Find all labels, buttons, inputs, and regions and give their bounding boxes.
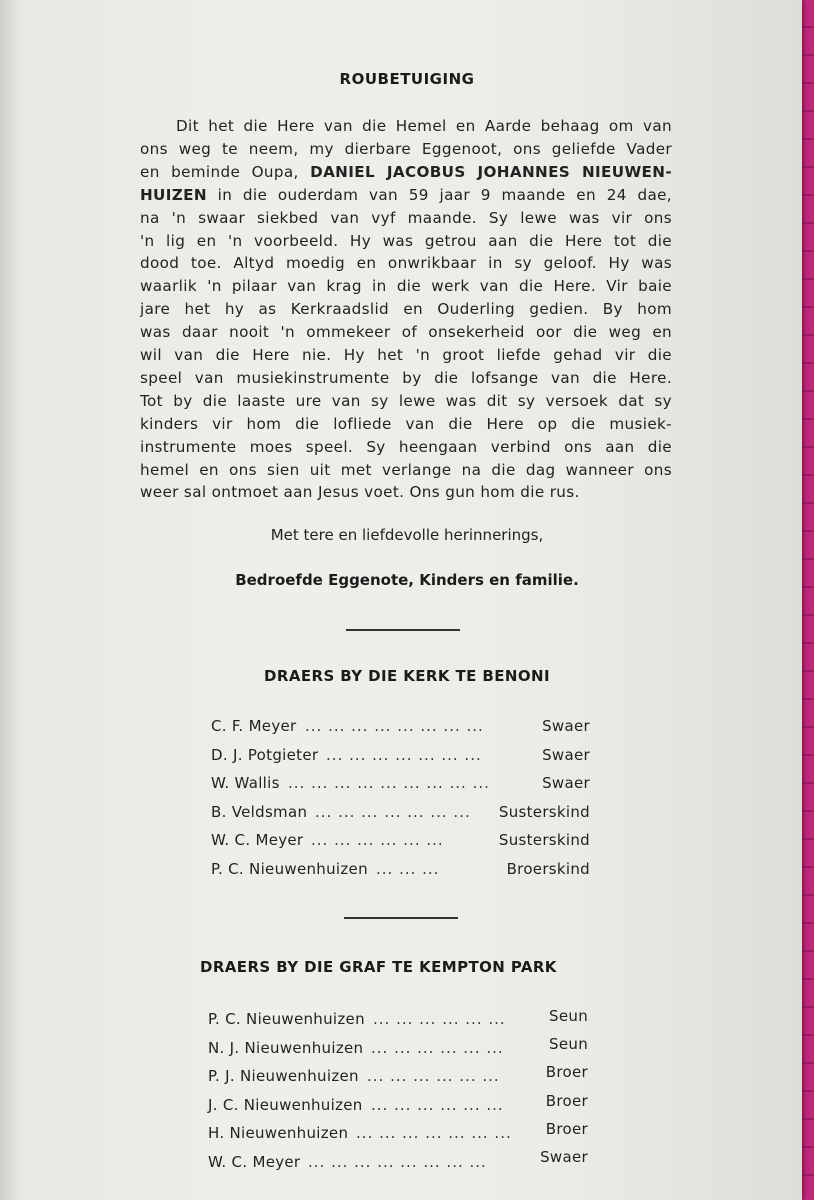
leader-dots: ... ... ... — [376, 860, 440, 878]
section-title-graf: DRAERS BY DIE GRAF TE KEMPTON PARK — [200, 958, 557, 976]
tribute-line — [176, 115, 672, 137]
tribute-line-text: weer sal ontmoet aan Jesus voet. Ons gun hom die rus. — [140, 483, 580, 502]
leader-dots: ... ... ... ... ... ... ... — [326, 745, 482, 764]
tribute-line — [140, 184, 672, 206]
tribute-line-text: speel van musiekinstrumente by die lofsange van die Here. — [140, 368, 672, 387]
tribute-line-text: kinders vir hom die lofliede van die Here op die musiek- — [140, 414, 672, 433]
tribute-line-text: Tot by die laaste ure van sy lewe was dit sy versoek dat sy — [140, 391, 672, 410]
pallbearer-name: W. C. Meyer — [211, 831, 304, 850]
leader-dots: ... ... ... ... ... ... — [367, 1067, 500, 1086]
tribute-line-text: wil van die Here nie. Hy het 'n groot liefde gehad vir die — [140, 346, 672, 364]
tribute-line-text: waarlik 'n pilaar van krag in die werk van die Here. Vir baie — [140, 277, 672, 296]
tribute-line-text: 'n lig en 'n voorbeeld. Hy was getrou aan die Here tot die — [140, 231, 672, 250]
tribute-line — [140, 275, 672, 297]
pallbearer-relation: Seun — [549, 1007, 588, 1025]
leader-dots: ... ... ... ... ... ... ... ... ... — [288, 774, 490, 793]
tribute-line — [140, 459, 672, 481]
tribute-line — [140, 207, 672, 229]
tribute-line — [140, 230, 672, 252]
tribute-line-text: en beminde Oupa, — [140, 162, 299, 181]
leader-dots: ... ... ... ... ... ... — [311, 831, 444, 850]
page-title: ROUBETUIGING — [339, 70, 475, 88]
pallbearer-name: P. C. Nieuwenhuizen — [211, 860, 368, 878]
pallbearer-name: P. J. Nieuwenhuizen — [208, 1067, 359, 1086]
tribute-line-text: jare het hy as Kerkraadslid en Ouderling gedien. By hom — [140, 300, 672, 319]
leader-dots: ... ... ... ... ... ... ... ... — [308, 1153, 487, 1171]
tribute-line — [140, 481, 672, 503]
leader-dots: ... ... ... ... ... ... ... — [356, 1124, 512, 1143]
pallbearer-name: D. J. Potgieter — [211, 745, 319, 764]
page-fold-shadow — [0, 0, 22, 1200]
pallbearer-relation: Broerskind — [506, 860, 590, 878]
pallbearer-name: W. Wallis — [211, 774, 280, 793]
tribute-line — [140, 413, 672, 435]
tribute-line-text: instrumente moes speel. Sy heengaan verbind ons aan die — [140, 437, 672, 456]
tribute-line — [140, 367, 672, 389]
tribute-line — [140, 138, 672, 160]
tribute-line-text: na 'n swaar siekbed van vyf maande. Sy lewe was vir ons — [140, 208, 672, 227]
section-title-kerk: DRAERS BY DIE KERK TE BENONI — [264, 667, 550, 685]
pallbearer-name: H. Nieuwenhuizen — [208, 1124, 349, 1143]
leader-dots: ... ... ... ... ... ... — [371, 1038, 504, 1057]
pallbearer-relation: Swaer — [542, 745, 590, 764]
pallbearer-name: P. C. Nieuwenhuizen — [208, 1010, 365, 1028]
pallbearer-relation: Broer — [545, 1063, 588, 1082]
pallbearer-relation: Swaer — [542, 717, 590, 735]
tribute-line-text: was daar nooit 'n ommekeer of onsekerheid oor die weg en — [140, 323, 672, 342]
pallbearer-relation: Seun — [549, 1035, 588, 1054]
pallbearer-relation: Susterskind — [498, 802, 590, 821]
pallbearer-relation: Swaer — [542, 774, 590, 793]
leader-dots: ... ... ... ... ... ... ... — [315, 802, 471, 821]
tribute-line-text: hemel en ons sien uit met verlange na die dag wanneer ons — [140, 460, 672, 479]
leader-dots: ... ... ... ... ... ... ... ... — [305, 717, 484, 735]
pallbearer-name: B. Veldsman — [211, 802, 308, 821]
pallbearer-relation: Broer — [545, 1119, 588, 1138]
tribute-line-text: dood toe. Altyd moedig en onwrikbaar in sy geloof. Hy was — [140, 254, 672, 273]
tribute-line — [140, 161, 672, 183]
tribute-line — [140, 321, 672, 343]
pallbearer-name: N. J. Nieuwenhuizen — [208, 1038, 364, 1057]
signature-line: Bedroefde Eggenote, Kinders en familie. — [235, 571, 579, 589]
tribute-line — [140, 436, 672, 458]
pallbearer-name: J. C. Nieuwenhuizen — [208, 1095, 363, 1114]
tribute-line — [140, 344, 672, 366]
tribute-line — [140, 298, 672, 320]
tribute-line — [140, 390, 672, 412]
leader-dots: ... ... ... ... ... ... — [371, 1095, 504, 1114]
pallbearer-relation: Susterskind — [498, 831, 590, 850]
pallbearer-relation: Swaer — [540, 1148, 588, 1166]
divider-rule-2 — [344, 917, 458, 919]
tribute-line — [140, 252, 672, 274]
pallbearer-name: W. C. Meyer — [208, 1153, 301, 1171]
tribute-line-text: ons weg te neem, my dierbare Eggenoot, ons geliefde Vader — [140, 139, 672, 158]
deceased-name-bold: DANIEL JACOBUS JOHANNES NIEUWEN- — [310, 162, 672, 181]
pallbearer-name: C. F. Meyer — [211, 717, 297, 735]
tribute-line-text: in die ouderdam van 59 jaar 9 maande en 24 dae, — [217, 185, 672, 204]
deceased-name-bold: HUIZEN — [140, 185, 207, 204]
divider-rule-1 — [346, 629, 460, 631]
pallbearer-relation: Broer — [545, 1091, 588, 1110]
leader-dots: ... ... ... ... ... ... — [373, 1010, 506, 1028]
closing-line: Met tere en liefdevolle herinnerings, — [270, 526, 544, 544]
tribute-line-text: Dit het die Here van die Hemel en Aarde behaag om van — [176, 117, 672, 135]
